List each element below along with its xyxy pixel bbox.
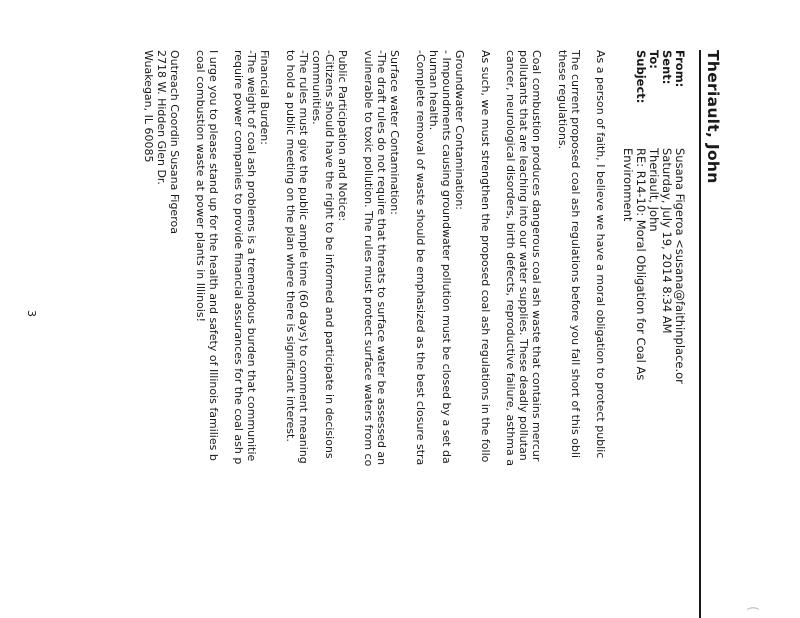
section-line: to hold a public meeting on the plan where there is significant interest. [284, 50, 297, 442]
paragraph-line: these regulations. [556, 50, 569, 150]
section-line: vulnerable to toxic pollution. The rules must protect surface waters from co [362, 50, 375, 467]
section-line: - Impoundments causing groundwater pollution must be closed by a set da [440, 50, 453, 464]
section-line: -The draft rules do not require that threats to surface water be assessed an [375, 50, 388, 466]
to-value: Theriault, John [647, 148, 661, 232]
section-line: -The weight of coal ash problems is a tremendous burden that communitie [245, 50, 258, 462]
section-line: human health. [427, 50, 440, 131]
from-label: From: [673, 50, 687, 88]
section-line: communities. [310, 50, 323, 125]
closing-line: I urge you to please stand up for the health and safety of Illinois families b [207, 50, 220, 461]
paragraph-line: pollutants that are leaching into our water supplies. These deadly pollutan [517, 50, 530, 461]
paragraph-line: Coal combustion produces dangerous coal ash waste that contains mercur [530, 50, 543, 462]
section-line: -Complete removal of waste should be emphasized as the best closure stra [414, 50, 427, 466]
closing-line: coal combustion waste at power plants in Illinois! [194, 50, 207, 323]
signature-line: Outreach Coordin Susana Figeroa [168, 50, 181, 234]
section-heading: Public Participation and Notice: [336, 50, 349, 222]
section-heading: Groundwater Contamination: [453, 50, 466, 210]
paragraph-line: The current proposed coal ash regulations before you fall short of this obli [569, 50, 582, 459]
paragraph-line: cancer, neurological disorders, birth defects, reproductive failure, asthma a [504, 50, 517, 466]
sender-name-heading: Theriault, John [704, 50, 722, 184]
section-line: -Citizens should have the right to be informed and participate in decisions [323, 50, 336, 459]
intro-paragraph: As a person of faith, I believe we have a moral obligation to protect public [594, 50, 607, 459]
section-line: require power companies to provide financial assurances for the coal ash p [232, 50, 245, 465]
section-heading: Surface water Contamination: [388, 50, 401, 215]
section-line: -The rules must give the public ample time (60 days) to comment meaning [297, 50, 310, 464]
section-heading: Financial Burden: [258, 50, 271, 145]
subject-continuation: Environment [621, 148, 635, 222]
to-label: To: [647, 50, 661, 69]
page-number: 3 [25, 310, 38, 317]
subject-label: Subject: [634, 50, 648, 104]
scan-mark: ( [745, 606, 760, 612]
subject-value: RE: R14-10: Moral Obligation for Coal As [634, 148, 648, 381]
signature-line: 2718 W. Hidden Glen Dr. [155, 50, 168, 185]
paragraph-line: As such, we must strengthen the proposed coal ash regulations in the follo [479, 50, 492, 463]
from-value: Susana Figeroa <susana@faithinplace.or [673, 148, 687, 384]
sent-value: Saturday, July 19, 2014 8:34 AM [660, 148, 674, 334]
signature-line: Wuakegan, IL 60085 [142, 50, 155, 163]
sent-label: Sent: [660, 50, 674, 85]
title-rule [699, 50, 701, 618]
